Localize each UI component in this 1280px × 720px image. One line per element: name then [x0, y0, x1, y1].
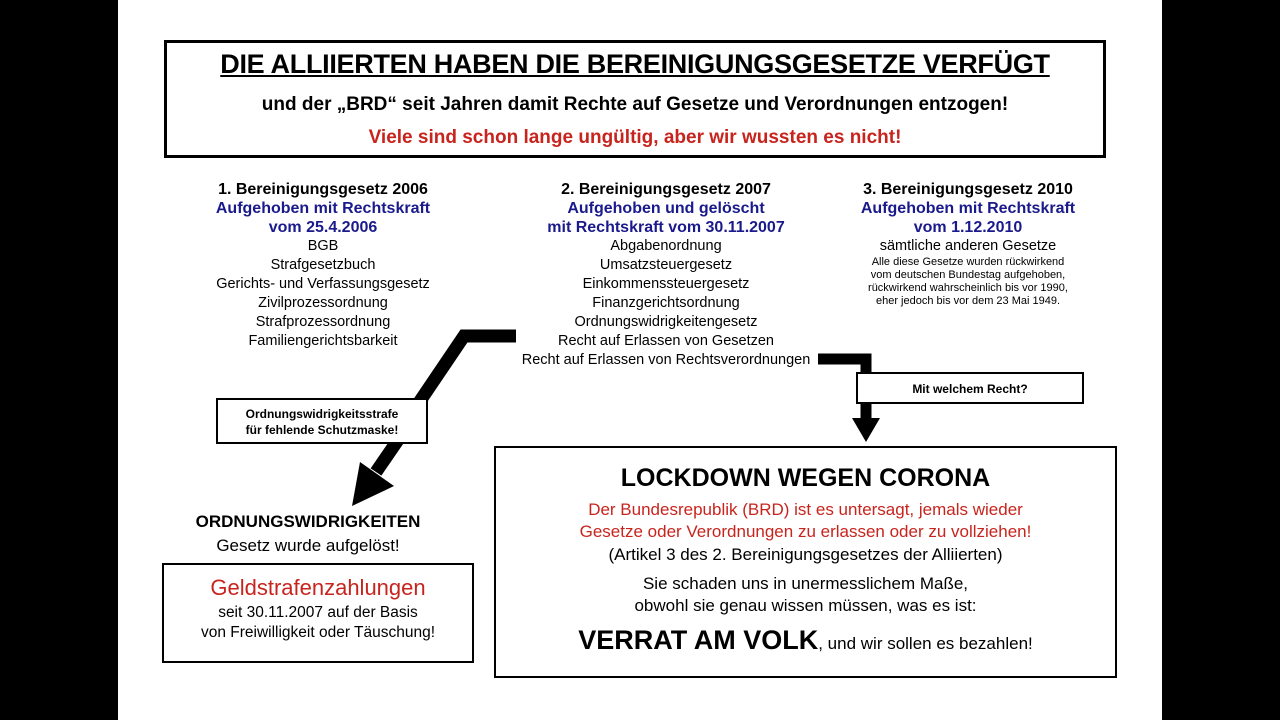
- fine-line: für fehlende Schutzmaske!: [245, 423, 399, 437]
- lockdown-final-small: , und wir sollen es bezahlen!: [818, 634, 1033, 653]
- lockdown-title: LOCKDOWN WEGEN CORONA: [620, 464, 991, 492]
- lockdown-box: [494, 446, 1117, 678]
- lockdown-final: [496, 625, 1115, 656]
- law-item: Finanzgerichtsordnung: [592, 295, 740, 311]
- law-item: Familiengerichtsbarkeit: [248, 333, 398, 349]
- law-item: Umsatzsteuergesetz: [599, 257, 733, 273]
- law-item: sämtliche anderen Gesetze: [879, 238, 1057, 254]
- geldstrafen-title: Geldstrafenzahlungen: [210, 575, 426, 600]
- column-note: rückwirkend wahrscheinlich bis vor 1990,: [868, 282, 1068, 294]
- header-subtitle: und der „BRD“ seit Jahren damit Rechte auf Gesetze und Verordnungen entzogen!: [261, 94, 1009, 115]
- arrow-left-shaft-lower: [376, 440, 398, 472]
- lockdown-text-line: Sie schaden uns in unermesslichem Maße,: [642, 574, 969, 593]
- lockdown-red-line: Gesetze oder Verordnungen zu erlassen oder zu vollziehen!: [579, 522, 1032, 541]
- law-item: Zivilprozessordnung: [258, 295, 388, 311]
- arrow-right-head: [852, 418, 880, 442]
- column-title: 3. Bereinigungsgesetz 2010: [863, 181, 1073, 198]
- column-status: Aufgehoben mit Rechtskraft: [215, 200, 431, 217]
- arrow-right-shaft: [818, 359, 866, 372]
- law-item: BGB: [307, 238, 339, 254]
- law-item: Recht auf Erlassen von Gesetzen: [557, 333, 774, 349]
- column-status: vom 25.4.2006: [268, 219, 378, 236]
- poster: [118, 0, 1162, 720]
- column-note: Alle diese Gesetze wurden rückwirkend: [871, 256, 1065, 268]
- column-status: Aufgehoben und gelöscht: [567, 200, 765, 217]
- law-item: Gerichts- und Verfassungsgesetz: [216, 276, 430, 292]
- column-title: 2. Bereinigungsgesetz 2007: [561, 181, 771, 198]
- law-item: Strafprozessordnung: [255, 314, 391, 330]
- column-title: 1. Bereinigungsgesetz 2006: [218, 181, 428, 198]
- law-item: Ordnungswidrigkeitengesetz: [574, 314, 758, 330]
- column-note: eher jedoch bis vor dem 23 Mai 1949.: [875, 295, 1061, 307]
- lockdown-article: (Artikel 3 des 2. Bereinigungsgesetzes der Alliierten): [608, 545, 1003, 564]
- fine-line: Ordnungswidrigkeitsstrafe: [245, 407, 399, 421]
- header-warning: Viele sind schon lange ungültig, aber wir wussten es nicht!: [368, 127, 902, 148]
- lockdown-red-line: Der Bundesrepublik (BRD) ist es untersagt, jemals wieder: [588, 500, 1023, 519]
- ordnungswidrigkeiten-section: [158, 512, 458, 556]
- ordnungswidrigkeiten-title: ORDNUNGSWIDRIGKEITEN: [195, 512, 421, 531]
- ordnungswidrigkeiten-subtitle: Gesetz wurde aufgelöst!: [216, 536, 400, 555]
- geldstrafen-line: von Freiwilligkeit oder Täuschung!: [200, 624, 436, 641]
- column-note: vom deutschen Bundestag aufgehoben,: [870, 269, 1066, 281]
- law-item: Strafgesetzbuch: [270, 257, 376, 273]
- law-item: Abgabenordnung: [610, 238, 722, 254]
- question-text: Mit welchem Recht?: [912, 382, 1028, 396]
- geldstrafen-box: [162, 563, 474, 663]
- geldstrafen-line: seit 30.11.2007 auf der Basis: [218, 604, 418, 621]
- question-box: [856, 372, 1084, 404]
- law-item: Einkommenssteuergesetz: [582, 276, 750, 292]
- header-title: DIE ALLIIERTEN HABEN DIE BEREINIGUNGSGESETZE VERFÜGT: [220, 49, 1050, 79]
- lockdown-text-line: obwohl sie genau wissen müssen, was es ist:: [634, 596, 977, 615]
- arrow-left-shaft: [418, 336, 516, 404]
- column-status: mit Rechtskraft vom 30.11.2007: [547, 219, 785, 236]
- column-status: vom 1.12.2010: [913, 219, 1023, 236]
- law-item: Recht auf Erlassen von Rechtsverordnungen: [521, 352, 811, 368]
- column-status: Aufgehoben mit Rechtskraft: [860, 200, 1076, 217]
- fine-notice-box: [216, 398, 428, 444]
- lockdown-final-big: VERRAT AM VOLK: [578, 625, 819, 655]
